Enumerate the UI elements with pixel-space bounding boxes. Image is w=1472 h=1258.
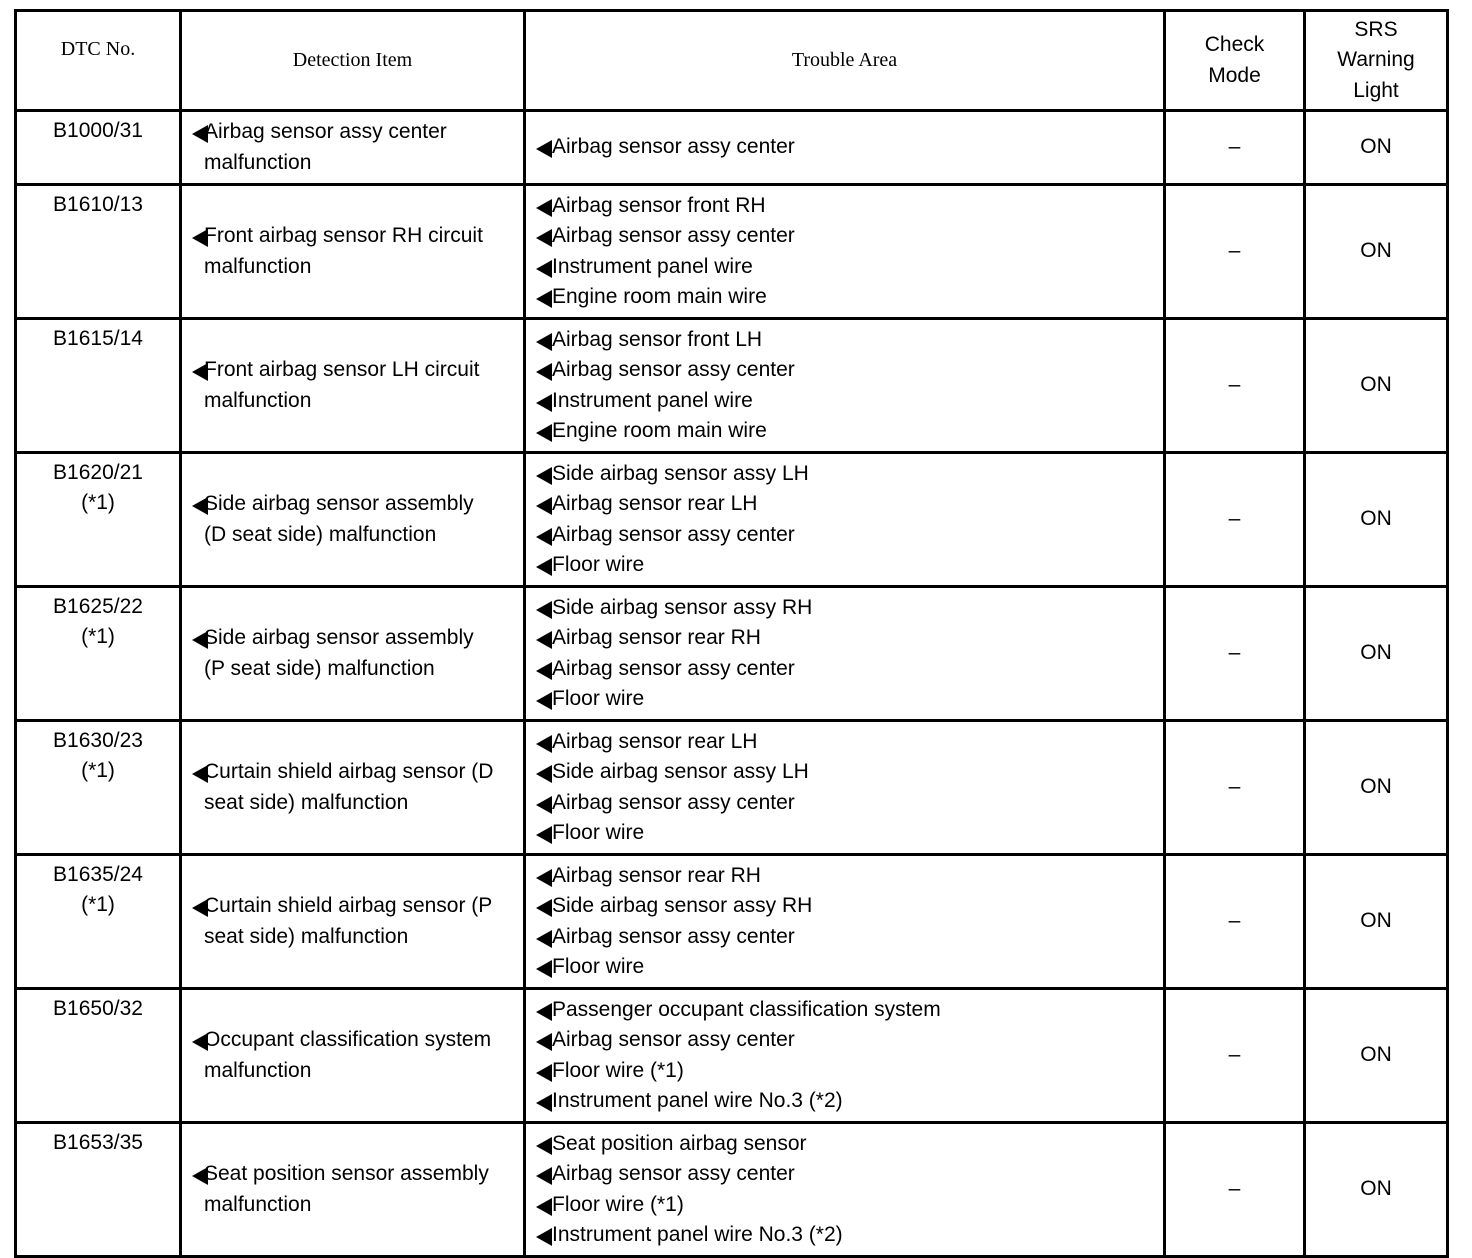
dtc-code-cell xyxy=(16,721,181,855)
header-dtc-no: DTC No. xyxy=(16,11,181,111)
trouble-area-text: Airbag sensor rear RH xyxy=(552,626,761,650)
trouble-area-cell xyxy=(525,587,1165,721)
trouble-area-item xyxy=(526,1086,1163,1116)
bullet-triangle-icon xyxy=(536,869,552,887)
detection-item-line2: malfunction xyxy=(204,1192,312,1216)
check-mode-cell: – xyxy=(1165,453,1305,587)
trouble-area-text: Floor wire xyxy=(552,686,645,710)
dtc-code-cell xyxy=(16,855,181,989)
trouble-area-text: Airbag sensor rear RH xyxy=(552,863,761,887)
detection-item-line2: seat side) malfunction xyxy=(204,790,409,814)
dtc-code-cell xyxy=(16,1123,181,1257)
dtc-table xyxy=(14,9,1449,1258)
bullet-triangle-icon xyxy=(536,899,552,917)
table-row xyxy=(16,1123,1448,1257)
detection-item-line1: Curtain shield airbag sensor (D xyxy=(204,760,494,784)
detection-item-cell xyxy=(181,319,525,453)
dtc-note: (*1) xyxy=(81,491,115,515)
srs-warning-light-cell: ON xyxy=(1305,989,1448,1123)
dtc-code: B1635/24 xyxy=(53,863,143,886)
trouble-area-item xyxy=(526,684,1163,714)
trouble-area-text: Airbag sensor assy center xyxy=(552,522,795,546)
table-row xyxy=(16,855,1448,989)
trouble-area-cell xyxy=(525,453,1165,587)
trouble-area-item xyxy=(526,1025,1163,1055)
dtc-code: B1620/21 xyxy=(53,461,143,484)
srs-warning-light-cell: ON xyxy=(1305,855,1448,989)
trouble-area-item xyxy=(526,386,1163,416)
table-row xyxy=(16,319,1448,453)
detection-item-cell xyxy=(181,855,525,989)
trouble-area-cell xyxy=(525,989,1165,1123)
table-row xyxy=(16,185,1448,319)
srs-warning-light-cell: ON xyxy=(1305,721,1448,855)
trouble-area-cell xyxy=(525,721,1165,855)
trouble-area-item xyxy=(526,550,1163,580)
dtc-note: (*1) xyxy=(81,893,115,917)
detection-item-line2: malfunction xyxy=(204,1058,312,1082)
trouble-area-text: Seat position airbag sensor xyxy=(552,1131,807,1155)
bullet-triangle-icon xyxy=(536,826,552,844)
srs-warning-light-cell: ON xyxy=(1305,587,1448,721)
check-mode-cell: – xyxy=(1165,319,1305,453)
trouble-area-text: Airbag sensor assy center xyxy=(552,358,795,382)
table-row xyxy=(16,989,1448,1123)
dtc-code: B1610/13 xyxy=(53,193,143,216)
detection-item-line1: Occupant classification system xyxy=(204,1028,492,1052)
trouble-area-text: Side airbag sensor assy LH xyxy=(552,760,809,784)
header-check-mode xyxy=(1165,11,1305,111)
srs-warning-light-cell: ON xyxy=(1305,185,1448,319)
dtc-code-cell xyxy=(16,319,181,453)
bullet-triangle-icon xyxy=(536,796,552,814)
trouble-area-text: Airbag sensor rear LH xyxy=(552,729,758,753)
bullet-triangle-icon xyxy=(536,765,552,783)
dtc-code-cell xyxy=(16,989,181,1123)
trouble-area-text: Passenger occupant classification system xyxy=(552,997,941,1021)
dtc-code: B1615/14 xyxy=(53,327,143,350)
bullet-triangle-icon xyxy=(192,899,208,917)
table-row xyxy=(16,587,1448,721)
srs-warning-light-cell: ON xyxy=(1305,319,1448,453)
bullet-triangle-icon xyxy=(192,631,208,649)
detection-item-cell xyxy=(181,111,525,185)
bullet-triangle-icon xyxy=(536,1064,552,1082)
bullet-triangle-icon xyxy=(192,1033,208,1051)
dtc-code: B1000/31 xyxy=(53,119,143,142)
trouble-area-item xyxy=(526,132,1163,162)
bullet-triangle-icon xyxy=(536,1167,552,1185)
dtc-code-cell xyxy=(16,587,181,721)
bullet-triangle-icon xyxy=(536,662,552,680)
trouble-area-item xyxy=(526,593,1163,623)
trouble-area-item xyxy=(526,1056,1163,1086)
bullet-triangle-icon xyxy=(192,765,208,783)
trouble-area-cell xyxy=(525,185,1165,319)
detection-item xyxy=(182,117,523,178)
trouble-area-item xyxy=(526,282,1163,312)
trouble-area-item xyxy=(526,922,1163,952)
trouble-area-cell xyxy=(525,319,1165,453)
trouble-area-text: Floor wire xyxy=(552,552,645,576)
trouble-area-text: Airbag sensor assy center xyxy=(552,135,795,159)
bullet-triangle-icon xyxy=(192,125,208,143)
bullet-triangle-icon xyxy=(536,960,552,978)
bullet-triangle-icon xyxy=(536,333,552,351)
trouble-area-item xyxy=(526,818,1163,848)
detection-item-line1: Curtain shield airbag sensor (P xyxy=(204,894,493,918)
trouble-area-item xyxy=(526,788,1163,818)
trouble-area-item xyxy=(526,489,1163,519)
bullet-triangle-icon xyxy=(536,363,552,381)
bullet-triangle-icon xyxy=(536,1228,552,1246)
check-mode-cell: – xyxy=(1165,1123,1305,1257)
trouble-area-text: Airbag sensor assy center xyxy=(552,1162,795,1186)
bullet-triangle-icon xyxy=(536,290,552,308)
srs-warning-light-cell: ON xyxy=(1305,1123,1448,1257)
trouble-area-item xyxy=(526,952,1163,982)
trouble-area-item xyxy=(526,416,1163,446)
header-srs-warning-light xyxy=(1305,11,1448,111)
trouble-area-text: Airbag sensor assy center xyxy=(552,924,795,948)
bullet-triangle-icon xyxy=(536,260,552,278)
detection-item-cell xyxy=(181,453,525,587)
check-mode-cell: – xyxy=(1165,855,1305,989)
trouble-area-text: Instrument panel wire No.3 (*2) xyxy=(552,1088,843,1112)
trouble-area-text: Airbag sensor assy center xyxy=(552,224,795,248)
detection-item xyxy=(182,757,523,818)
trouble-area-cell xyxy=(525,111,1165,185)
table-body xyxy=(16,111,1448,1257)
trouble-area-text: Airbag sensor assy center xyxy=(552,790,795,814)
header-row xyxy=(16,11,1448,111)
trouble-area-text: Instrument panel wire xyxy=(552,388,753,412)
trouble-area-item xyxy=(526,891,1163,921)
detection-item-cell xyxy=(181,1123,525,1257)
bullet-triangle-icon xyxy=(536,528,552,546)
trouble-area-cell xyxy=(525,1123,1165,1257)
trouble-area-item xyxy=(526,1190,1163,1220)
bullet-triangle-icon xyxy=(536,558,552,576)
bullet-triangle-icon xyxy=(536,601,552,619)
detection-item-line2: malfunction xyxy=(204,150,312,174)
trouble-area-item xyxy=(526,221,1163,251)
srs-warning-light-cell: ON xyxy=(1305,453,1448,587)
detection-item-line1: Seat position sensor assembly xyxy=(204,1162,489,1186)
header-srs-line3: Light xyxy=(1353,78,1399,102)
header-detection-item: Detection Item xyxy=(181,11,525,111)
trouble-area-text: Floor wire xyxy=(552,820,645,844)
detection-item-cell xyxy=(181,185,525,319)
bullet-triangle-icon xyxy=(536,631,552,649)
check-mode-cell: – xyxy=(1165,989,1305,1123)
trouble-area-text: Side airbag sensor assy LH xyxy=(552,461,809,485)
trouble-area-text: Airbag sensor front LH xyxy=(552,327,763,351)
bullet-triangle-icon xyxy=(536,1033,552,1051)
bullet-triangle-icon xyxy=(536,692,552,710)
trouble-area-item xyxy=(526,995,1163,1025)
trouble-area-item xyxy=(526,1159,1163,1189)
trouble-area-item xyxy=(526,355,1163,385)
table-row xyxy=(16,111,1448,185)
header-srs-line1: SRS xyxy=(1354,17,1398,41)
check-mode-cell: – xyxy=(1165,185,1305,319)
trouble-area-item xyxy=(526,325,1163,355)
detection-item-line2: (D seat side) malfunction xyxy=(204,522,437,546)
header-srs-line2: Warning xyxy=(1337,48,1415,72)
detection-item-line2: seat side) malfunction xyxy=(204,924,409,948)
detection-item-line2: (P seat side) malfunction xyxy=(204,656,435,680)
dtc-code-cell xyxy=(16,453,181,587)
detection-item-line2: malfunction xyxy=(204,388,312,412)
detection-item-line1: Airbag sensor assy center xyxy=(204,120,447,144)
detection-item-line1: Side airbag sensor assembly xyxy=(204,492,474,516)
dtc-code-cell xyxy=(16,111,181,185)
detection-item-line1: Front airbag sensor RH circuit xyxy=(204,224,483,248)
srs-warning-light-cell: ON xyxy=(1305,111,1448,185)
bullet-triangle-icon xyxy=(536,1003,552,1021)
detection-item-cell xyxy=(181,587,525,721)
trouble-area-text: Instrument panel wire xyxy=(552,254,753,278)
trouble-area-item xyxy=(526,1220,1163,1250)
bullet-triangle-icon xyxy=(536,930,552,948)
trouble-area-text: Airbag sensor assy center xyxy=(552,656,795,680)
detection-item-cell xyxy=(181,989,525,1123)
trouble-area-text: Instrument panel wire No.3 (*2) xyxy=(552,1222,843,1246)
header-check-mode-line2: Mode xyxy=(1208,63,1261,87)
bullet-triangle-icon xyxy=(536,1198,552,1216)
trouble-area-text: Airbag sensor front RH xyxy=(552,193,766,217)
bullet-triangle-icon xyxy=(192,229,208,247)
detection-item-line2: malfunction xyxy=(204,254,312,278)
bullet-triangle-icon xyxy=(536,140,552,158)
trouble-area-item xyxy=(526,654,1163,684)
trouble-area-text: Side airbag sensor assy RH xyxy=(552,595,813,619)
trouble-area-text: Floor wire (*1) xyxy=(552,1192,684,1216)
dtc-code: B1630/23 xyxy=(53,729,143,752)
trouble-area-item xyxy=(526,727,1163,757)
bullet-triangle-icon xyxy=(536,497,552,515)
trouble-area-item xyxy=(526,623,1163,653)
table-row xyxy=(16,453,1448,587)
detection-item xyxy=(182,623,523,684)
trouble-area-item xyxy=(526,252,1163,282)
table-row xyxy=(16,721,1448,855)
detection-item xyxy=(182,221,523,282)
trouble-area-item xyxy=(526,191,1163,221)
dtc-code: B1625/22 xyxy=(53,595,143,618)
bullet-triangle-icon xyxy=(536,424,552,442)
trouble-area-item xyxy=(526,520,1163,550)
trouble-area-text: Engine room main wire xyxy=(552,418,767,442)
detection-item-line1: Front airbag sensor LH circuit xyxy=(204,358,480,382)
trouble-area-text: Floor wire xyxy=(552,954,645,978)
detection-item xyxy=(182,355,523,416)
bullet-triangle-icon xyxy=(536,394,552,412)
check-mode-cell: – xyxy=(1165,587,1305,721)
bullet-triangle-icon xyxy=(536,735,552,753)
trouble-area-cell xyxy=(525,855,1165,989)
bullet-triangle-icon xyxy=(536,467,552,485)
bullet-triangle-icon xyxy=(192,363,208,381)
header-trouble-area: Trouble Area xyxy=(525,11,1165,111)
detection-item-line1: Side airbag sensor assembly xyxy=(204,626,474,650)
dtc-note: (*1) xyxy=(81,759,115,783)
trouble-area-item xyxy=(526,459,1163,489)
detection-item-cell xyxy=(181,721,525,855)
dtc-note: (*1) xyxy=(81,625,115,649)
trouble-area-text: Airbag sensor assy center xyxy=(552,1028,795,1052)
detection-item xyxy=(182,1159,523,1220)
detection-item xyxy=(182,891,523,952)
trouble-area-item xyxy=(526,861,1163,891)
trouble-area-text: Airbag sensor rear LH xyxy=(552,492,758,516)
bullet-triangle-icon xyxy=(192,497,208,515)
trouble-area-item xyxy=(526,1129,1163,1159)
detection-item xyxy=(182,1025,523,1086)
check-mode-cell: – xyxy=(1165,721,1305,855)
trouble-area-text: Side airbag sensor assy RH xyxy=(552,894,813,918)
trouble-area-text: Engine room main wire xyxy=(552,284,767,308)
bullet-triangle-icon xyxy=(536,229,552,247)
bullet-triangle-icon xyxy=(536,199,552,217)
bullet-triangle-icon xyxy=(536,1137,552,1155)
dtc-code: B1650/32 xyxy=(53,997,143,1020)
bullet-triangle-icon xyxy=(192,1167,208,1185)
header-check-mode-line1: Check xyxy=(1204,33,1265,57)
check-mode-cell: – xyxy=(1165,111,1305,185)
detection-item xyxy=(182,489,523,550)
dtc-code-cell xyxy=(16,185,181,319)
trouble-area-item xyxy=(526,757,1163,787)
dtc-code: B1653/35 xyxy=(53,1131,143,1154)
bullet-triangle-icon xyxy=(536,1094,552,1112)
trouble-area-text: Floor wire (*1) xyxy=(552,1058,684,1082)
